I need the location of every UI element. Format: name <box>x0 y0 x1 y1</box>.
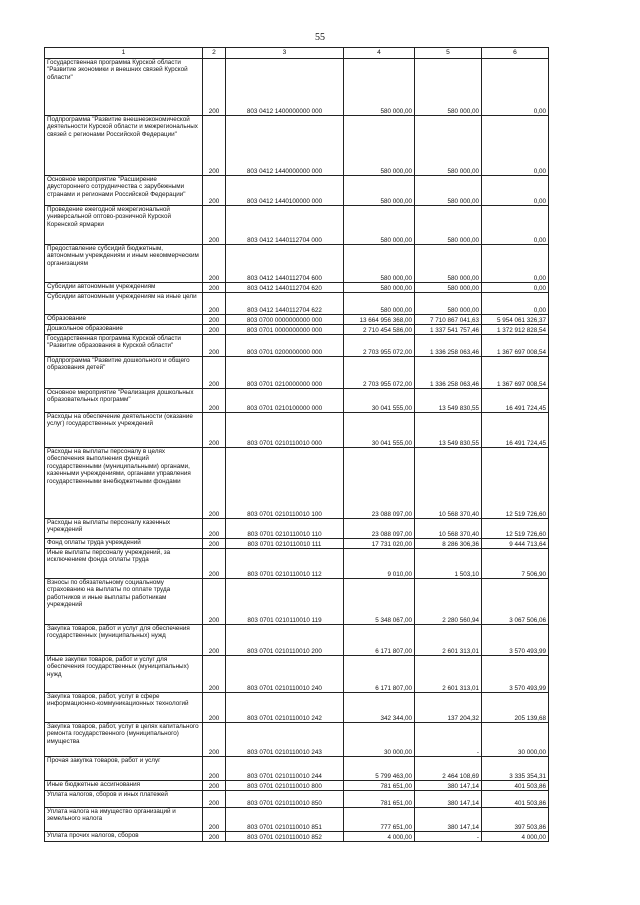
table-row <box>45 389 549 413</box>
row-approved: 2 710 454 586,00 <box>344 325 415 335</box>
row-remaining: 12 519 726,60 <box>482 448 549 519</box>
row-line-code: 200 <box>203 293 226 315</box>
row-name: Расходы на выплаты персоналу казенных учреждений <box>45 519 203 539</box>
row-budget-code: 803 0412 1400000000 000 <box>226 59 344 116</box>
row-remaining: 1 367 697 008,54 <box>482 335 549 357</box>
row-executed: 10 568 370,40 <box>415 448 482 519</box>
row-budget-code: 803 0701 0210110010 800 <box>226 781 344 791</box>
row-name: Государственная программа Курской области "Развитие экономики и внешних связей Курской области" <box>45 59 203 116</box>
row-line-code: 200 <box>203 116 226 176</box>
table-row <box>45 293 549 315</box>
row-line-code: 200 <box>203 579 226 625</box>
row-name: Основное мероприятие "Расширение двустороннего сотрудничества с зарубежными странами и регионами Российской Федерации" <box>45 176 203 206</box>
row-executed: - <box>415 832 482 842</box>
table-row <box>45 791 549 808</box>
row-remaining: 0,00 <box>482 206 549 245</box>
row-executed: 580 000,00 <box>415 206 482 245</box>
row-name: Уплата налогов, сборов и иных платежей <box>45 791 203 808</box>
row-line-code: 200 <box>203 693 226 723</box>
row-line-code: 200 <box>203 808 226 832</box>
row-executed: 13 549 830,55 <box>415 389 482 413</box>
row-executed: 380 147,14 <box>415 791 482 808</box>
row-budget-code: 803 0701 0210110010 000 <box>226 413 344 448</box>
header-cell: 1 <box>45 48 203 59</box>
row-remaining: 397 503,86 <box>482 808 549 832</box>
row-budget-code: 803 0701 0210110010 111 <box>226 539 344 549</box>
table-row <box>45 116 549 176</box>
row-line-code: 200 <box>203 413 226 448</box>
row-budget-code: 803 0701 0210000000 000 <box>226 357 344 389</box>
table-row <box>45 519 549 539</box>
table-row <box>45 723 549 757</box>
row-executed: 2 601 313,01 <box>415 625 482 656</box>
table-row <box>45 579 549 625</box>
row-line-code: 200 <box>203 791 226 808</box>
row-executed: 580 000,00 <box>415 245 482 283</box>
row-executed: 13 549 830,55 <box>415 413 482 448</box>
row-approved: 777 651,00 <box>344 808 415 832</box>
row-executed: 1 337 541 757,46 <box>415 325 482 335</box>
row-remaining: 3 570 493,99 <box>482 625 549 656</box>
row-executed: 580 000,00 <box>415 116 482 176</box>
row-executed: 380 147,14 <box>415 781 482 791</box>
row-approved: 580 000,00 <box>344 283 415 293</box>
row-remaining: 3 570 493,99 <box>482 656 549 693</box>
table-row <box>45 757 549 781</box>
row-approved: 580 000,00 <box>344 116 415 176</box>
row-approved: 6 171 807,00 <box>344 656 415 693</box>
table-row <box>45 832 549 842</box>
row-approved: 580 000,00 <box>344 176 415 206</box>
row-budget-code: 803 0412 1440112704 000 <box>226 206 344 245</box>
table-row <box>45 448 549 519</box>
table-row <box>45 245 549 283</box>
row-budget-code: 803 0701 0210110010 112 <box>226 549 344 579</box>
header-cell: 5 <box>415 48 482 59</box>
row-line-code: 200 <box>203 176 226 206</box>
row-remaining: 16 491 724,45 <box>482 389 549 413</box>
table-row <box>45 781 549 791</box>
page-number: 55 <box>315 32 325 43</box>
row-executed: 580 000,00 <box>415 176 482 206</box>
table-row <box>45 693 549 723</box>
row-approved: 6 171 807,00 <box>344 625 415 656</box>
row-line-code: 200 <box>203 625 226 656</box>
row-name: Государственная программа Курской области "Развитие образования в Курской области" <box>45 335 203 357</box>
table-row <box>45 357 549 389</box>
row-approved: 23 088 097,00 <box>344 448 415 519</box>
row-approved: 781 651,00 <box>344 781 415 791</box>
row-line-code: 200 <box>203 325 226 335</box>
row-remaining: 401 503,86 <box>482 791 549 808</box>
header-cell: 6 <box>482 48 549 59</box>
row-budget-code: 803 0412 1440112704 622 <box>226 293 344 315</box>
table-row <box>45 413 549 448</box>
row-name: Основное мероприятие "Реализация дошкольных образовательных программ" <box>45 389 203 413</box>
row-budget-code: 803 0701 0000000000 000 <box>226 325 344 335</box>
row-name: Закупка товаров, работ и услуг для обеспечения государственных (муниципальных) нужд <box>45 625 203 656</box>
row-budget-code: 803 0701 0210110010 110 <box>226 519 344 539</box>
row-name: Иные закупки товаров, работ и услуг для обеспечения государственных (муниципальных) нужд <box>45 656 203 693</box>
row-remaining: 1 372 912 828,54 <box>482 325 549 335</box>
row-name: Прочая закупка товаров, работ и услуг <box>45 757 203 781</box>
row-approved: 2 703 955 072,00 <box>344 357 415 389</box>
row-approved: 30 000,00 <box>344 723 415 757</box>
row-remaining: 0,00 <box>482 59 549 116</box>
header-row <box>45 48 549 59</box>
row-executed: 2 601 313,01 <box>415 656 482 693</box>
row-name: Расходы на обеспечение деятельности (оказание услуг) государственных учреждений <box>45 413 203 448</box>
table-row <box>45 335 549 357</box>
row-remaining: 5 954 061 326,37 <box>482 315 549 325</box>
row-approved: 5 348 067,00 <box>344 579 415 625</box>
row-executed: 580 000,00 <box>415 293 482 315</box>
row-remaining: 401 503,86 <box>482 781 549 791</box>
row-line-code: 200 <box>203 59 226 116</box>
row-line-code: 200 <box>203 315 226 325</box>
row-remaining: 9 444 713,64 <box>482 539 549 549</box>
row-name: Образование <box>45 315 203 325</box>
row-executed: 7 710 867 041,63 <box>415 315 482 325</box>
header-cell: 2 <box>203 48 226 59</box>
row-approved: 9 010,00 <box>344 549 415 579</box>
row-budget-code: 803 0701 0210110010 100 <box>226 448 344 519</box>
row-remaining: 7 506,90 <box>482 549 549 579</box>
row-line-code: 200 <box>203 448 226 519</box>
row-remaining: 1 367 697 008,54 <box>482 357 549 389</box>
table-row <box>45 539 549 549</box>
row-remaining: 0,00 <box>482 116 549 176</box>
row-executed: 2 280 560,94 <box>415 579 482 625</box>
table-row <box>45 283 549 293</box>
row-executed: 580 000,00 <box>415 283 482 293</box>
row-approved: 2 703 955 072,00 <box>344 335 415 357</box>
budget-table <box>44 47 549 842</box>
row-name: Уплата прочих налогов, сборов <box>45 832 203 842</box>
row-executed: 1 336 258 063,46 <box>415 335 482 357</box>
row-line-code: 200 <box>203 549 226 579</box>
row-budget-code: 803 0701 0210110010 850 <box>226 791 344 808</box>
row-name: Закупка товаров, работ, услуг в целях капитального ремонта государственного (муниципального) имущества <box>45 723 203 757</box>
row-line-code: 200 <box>203 283 226 293</box>
row-budget-code: 803 0412 1440000000 000 <box>226 116 344 176</box>
row-name: Взносы по обязательному социальному страхованию на выплаты по оплате труда работников и иные выплаты работникам учреждений <box>45 579 203 625</box>
row-approved: 580 000,00 <box>344 293 415 315</box>
row-remaining: 3 067 506,06 <box>482 579 549 625</box>
row-budget-code: 803 0412 1440112704 620 <box>226 283 344 293</box>
table-row <box>45 206 549 245</box>
row-budget-code: 803 0701 0210100000 000 <box>226 389 344 413</box>
row-remaining: 0,00 <box>482 293 549 315</box>
row-executed: 2 464 108,69 <box>415 757 482 781</box>
row-remaining: 0,00 <box>482 283 549 293</box>
row-line-code: 200 <box>203 357 226 389</box>
row-approved: 30 041 555,00 <box>344 389 415 413</box>
row-line-code: 200 <box>203 519 226 539</box>
row-approved: 580 000,00 <box>344 59 415 116</box>
row-approved: 5 799 463,00 <box>344 757 415 781</box>
table-row <box>45 325 549 335</box>
row-remaining: 4 000,00 <box>482 832 549 842</box>
row-name: Дошкольное образование <box>45 325 203 335</box>
row-line-code: 200 <box>203 335 226 357</box>
row-budget-code: 803 0701 0210110010 243 <box>226 723 344 757</box>
row-name: Подпрограмма "Развитие дошкольного и общего образования детей" <box>45 357 203 389</box>
row-budget-code: 803 0701 0210110010 244 <box>226 757 344 781</box>
row-line-code: 200 <box>203 781 226 791</box>
row-budget-code: 803 0701 0200000000 000 <box>226 335 344 357</box>
row-approved: 580 000,00 <box>344 245 415 283</box>
row-line-code: 200 <box>203 832 226 842</box>
row-approved: 4 000,00 <box>344 832 415 842</box>
row-name: Иные бюджетные ассигнования <box>45 781 203 791</box>
row-approved: 342 344,00 <box>344 693 415 723</box>
table-row <box>45 176 549 206</box>
row-budget-code: 803 0701 0210110010 852 <box>226 832 344 842</box>
table-row <box>45 549 549 579</box>
row-name: Уплата налога на имущество организаций и земельного налога <box>45 808 203 832</box>
row-name: Иные выплаты персоналу учреждений, за исключением фонда оплаты труда <box>45 549 203 579</box>
table-row <box>45 656 549 693</box>
row-executed: 580 000,00 <box>415 59 482 116</box>
row-executed: 380 147,14 <box>415 808 482 832</box>
row-name: Проведение ежегодной межрегиональной универсальной оптово-розничной Курской Коренской ярмарки <box>45 206 203 245</box>
row-name: Предоставление субсидий бюджетным, автономным учреждениям и иным некоммерческим организациям <box>45 245 203 283</box>
row-name: Субсидии автономным учреждениям <box>45 283 203 293</box>
row-executed: 10 568 370,40 <box>415 519 482 539</box>
row-remaining: 3 335 354,31 <box>482 757 549 781</box>
row-name: Подпрограмма "Развитие внешнеэкономической деятельности Курской области и межрегиональных связей с регионами Российской Федерации" <box>45 116 203 176</box>
row-executed: - <box>415 723 482 757</box>
table-row <box>45 808 549 832</box>
row-remaining: 0,00 <box>482 176 549 206</box>
row-budget-code: 803 0412 1440112704 600 <box>226 245 344 283</box>
row-line-code: 200 <box>203 656 226 693</box>
row-line-code: 200 <box>203 539 226 549</box>
row-line-code: 200 <box>203 757 226 781</box>
row-line-code: 200 <box>203 206 226 245</box>
row-remaining: 0,00 <box>482 245 549 283</box>
table-row <box>45 315 549 325</box>
row-approved: 17 731 020,00 <box>344 539 415 549</box>
row-budget-code: 803 0701 0210110010 200 <box>226 625 344 656</box>
row-remaining: 12 519 726,60 <box>482 519 549 539</box>
row-executed: 1 503,10 <box>415 549 482 579</box>
row-name: Субсидии автономным учреждениям на иные цели <box>45 293 203 315</box>
row-remaining: 16 491 724,45 <box>482 413 549 448</box>
row-line-code: 200 <box>203 245 226 283</box>
row-remaining: 205 139,68 <box>482 693 549 723</box>
header-cell: 3 <box>226 48 344 59</box>
row-budget-code: 803 0701 0210110010 242 <box>226 693 344 723</box>
row-budget-code: 803 0701 0210110010 240 <box>226 656 344 693</box>
header-cell: 4 <box>344 48 415 59</box>
row-executed: 137 204,32 <box>415 693 482 723</box>
row-budget-code: 803 0412 1440100000 000 <box>226 176 344 206</box>
table-row <box>45 625 549 656</box>
row-name: Расходы на выплаты персоналу в целях обеспечения выполнения функций государственными (муниципальными) органами, казенными учреждениями, органами управления государственными внебюджетными фондами <box>45 448 203 519</box>
row-name: Закупка товаров, работ, услуг в сфере информационно-коммуникационных технологий <box>45 693 203 723</box>
row-approved: 781 651,00 <box>344 791 415 808</box>
row-budget-code: 803 0701 0210110010 119 <box>226 579 344 625</box>
row-executed: 8 286 306,36 <box>415 539 482 549</box>
row-approved: 30 041 555,00 <box>344 413 415 448</box>
row-remaining: 30 000,00 <box>482 723 549 757</box>
row-approved: 23 088 097,00 <box>344 519 415 539</box>
row-name: Фонд оплаты труда учреждений <box>45 539 203 549</box>
row-approved: 13 664 956 368,00 <box>344 315 415 325</box>
row-line-code: 200 <box>203 723 226 757</box>
row-budget-code: 803 0700 0000000000 000 <box>226 315 344 325</box>
row-budget-code: 803 0701 0210110010 851 <box>226 808 344 832</box>
table-row <box>45 59 549 116</box>
row-approved: 580 000,00 <box>344 206 415 245</box>
row-line-code: 200 <box>203 389 226 413</box>
row-executed: 1 336 258 063,46 <box>415 357 482 389</box>
